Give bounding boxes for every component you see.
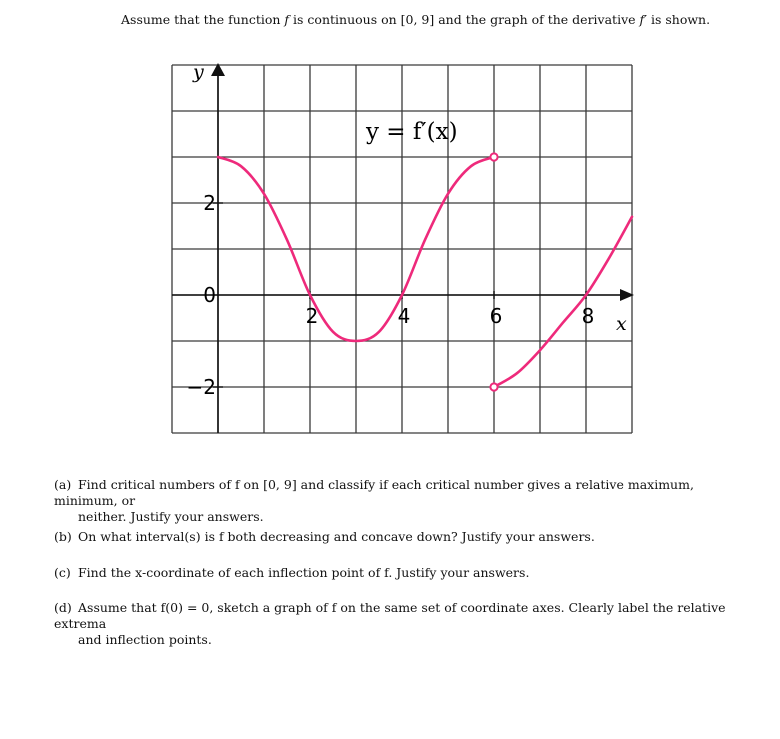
intro-text-b: is continuous on [0, 9] and the graph of the derivative [293,12,636,27]
question-b-text: On what interval(s) is f both decreasing and concave down? Justify your answers. [78,529,595,544]
question-b [54,529,754,545]
x-tick-label: 4 [397,304,411,328]
intro-text-a: Assume that the function [121,12,281,27]
question-d-label: (d) [54,600,72,615]
derivative-graph [165,60,635,438]
intro-text-c: is shown. [650,12,711,27]
open-endpoint-dot [490,383,497,390]
question-a [54,477,754,525]
y-tick-label: −2 [186,375,216,399]
question-c [54,565,754,581]
x-tick-label: 2 [305,304,319,328]
open-endpoint-dot [490,153,497,160]
question-c-text: Find the x-coordinate of each inflection point of f. Justify your answers. [78,565,530,580]
x-tick-label: 8 [581,304,595,328]
question-d-line2: and inflection points. [78,632,212,647]
curve-series-2 [494,217,632,387]
y-axis-label: y [193,61,204,83]
question-b-label: (b) [54,529,72,544]
y-tick-label: 0 [203,283,216,307]
x-axis-label: x [616,313,627,335]
problem-intro [121,12,710,27]
question-a-line2: neither. Justify your answers. [78,509,264,524]
question-a-label: (a) [54,477,72,492]
curves [218,153,632,390]
curve-label: y = f′(x) [366,119,458,145]
question-d-line1: Assume that f(0) = 0, sketch a graph of f on the same set of coordinate axes. Clearly label the relative extrema [54,600,726,631]
question-d [54,600,754,648]
y-tick-label: 2 [203,191,216,215]
question-a-line1: Find critical numbers of f on [0, 9] and classify if each critical number gives a relative maximum, minimum, or [54,477,694,508]
intro-f: f [284,12,290,27]
question-c-label: (c) [54,565,71,580]
intro-fprime: f′ [639,12,647,27]
x-tick-label: 6 [489,304,503,328]
